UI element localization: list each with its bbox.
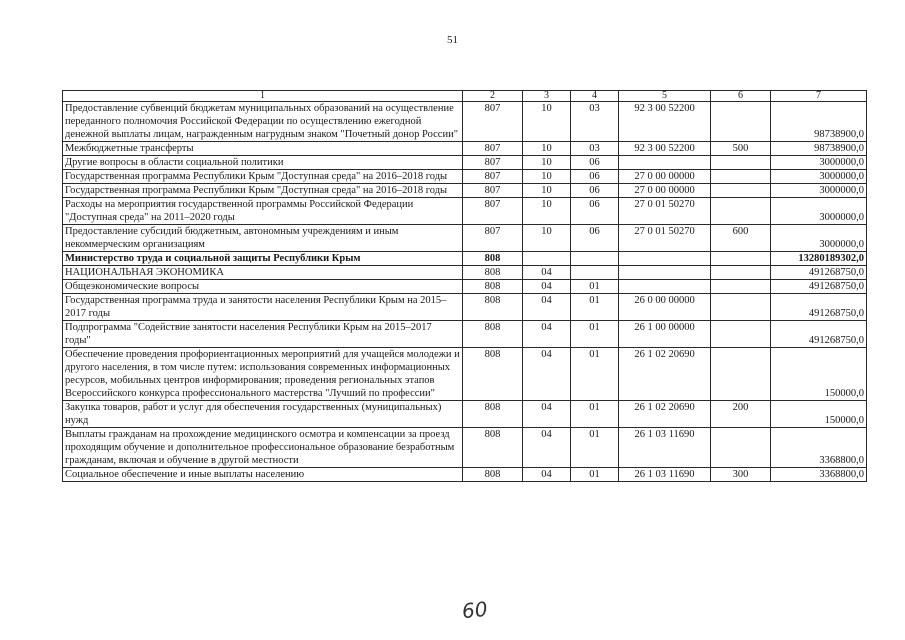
column-header: 3 [523,91,571,102]
section-cell: 04 [523,468,571,482]
subsection-cell: 06 [571,170,619,184]
table-row [63,198,867,225]
subsection-cell: 01 [571,280,619,294]
table-row [63,156,867,170]
section-cell: 04 [523,294,571,321]
amount-cell: 3000000,0 [771,225,867,252]
table-row [63,252,867,266]
table-row [63,266,867,280]
table-row [63,428,867,468]
amount-cell: 491268750,0 [771,266,867,280]
code-cell: 807 [463,170,523,184]
table-body [63,102,867,482]
amount-cell: 98738900,0 [771,142,867,156]
expense-type-cell [711,321,771,348]
code-cell: 808 [463,252,523,266]
table-row [63,321,867,348]
subsection-cell: 01 [571,321,619,348]
subsection-cell: 03 [571,102,619,142]
subsection-cell: 01 [571,348,619,401]
amount-cell: 3368800,0 [771,428,867,468]
table-row [63,102,867,142]
target-article-cell: 27 0 00 00000 [619,170,711,184]
amount-cell: 98738900,0 [771,102,867,142]
subsection-cell [571,266,619,280]
table-row [63,184,867,198]
header-row [63,91,867,102]
section-cell: 10 [523,102,571,142]
section-cell: 04 [523,321,571,348]
target-article-cell [619,266,711,280]
row-name-cell: Выплаты гражданам на прохождение медицинского осмотра и компенсации за проезд проходящим обучение и дополнительное профессиональное образование безработным гражданам, включая и обучение в другой местности [63,428,463,468]
code-cell: 807 [463,184,523,198]
target-article-cell [619,252,711,266]
table-row [63,280,867,294]
code-cell: 807 [463,142,523,156]
subsection-cell [571,252,619,266]
column-header: 7 [771,91,867,102]
section-cell: 04 [523,266,571,280]
column-header: 2 [463,91,523,102]
column-header: 4 [571,91,619,102]
expense-type-cell [711,184,771,198]
subsection-cell: 01 [571,294,619,321]
section-cell: 10 [523,142,571,156]
target-article-cell: 27 0 01 50270 [619,198,711,225]
section-cell: 10 [523,170,571,184]
section-cell: 10 [523,225,571,252]
column-header: 6 [711,91,771,102]
expense-type-cell [711,266,771,280]
expense-type-cell: 300 [711,468,771,482]
expense-type-cell [711,198,771,225]
table-header [63,91,867,102]
code-cell: 807 [463,225,523,252]
target-article-cell: 26 1 02 20690 [619,401,711,428]
target-article-cell: 26 1 03 11690 [619,468,711,482]
target-article-cell: 27 0 00 00000 [619,184,711,198]
expense-type-cell [711,156,771,170]
code-cell: 807 [463,156,523,170]
row-name-cell: Предоставление субсидий бюджетным, автономным учреждениям и иным некоммерческим организациям [63,225,463,252]
target-article-cell: 27 0 01 50270 [619,225,711,252]
row-name-cell: Обеспечение проведения профориентационных мероприятий для учащейся молодежи и другого населения, в том числе путем: использования современных информационных ресурсов, мобильных центров информирования; проведения региональных этапов Всероссийского конкурса профессионального мастерства "Лучший по профессии" [63,348,463,401]
row-name-cell: НАЦИОНАЛЬНАЯ ЭКОНОМИКА [63,266,463,280]
table-row [63,225,867,252]
table-row [63,170,867,184]
code-cell: 808 [463,401,523,428]
amount-cell: 150000,0 [771,348,867,401]
expense-type-cell: 200 [711,401,771,428]
column-header: 1 [63,91,463,102]
row-name-cell: Подпрограмма "Содействие занятости населения Республики Крым на 2015–2017 годы" [63,321,463,348]
subsection-cell: 03 [571,142,619,156]
row-name-cell: Министерство труда и социальной защиты Республики Крым [63,252,463,266]
target-article-cell: 26 1 02 20690 [619,348,711,401]
amount-cell: 3000000,0 [771,170,867,184]
row-name-cell: Общеэкономические вопросы [63,280,463,294]
code-cell: 808 [463,294,523,321]
table-row [63,468,867,482]
code-cell: 808 [463,280,523,294]
section-cell: 10 [523,198,571,225]
row-name-cell: Предоставление субвенций бюджетам муниципальных образований на осуществление переданного полномочия Российской Федерации по осуществлению ежегодной денежной выплаты лицам, награжденным нагрудным знаком "Почетный донор России" [63,102,463,142]
expense-type-cell [711,280,771,294]
code-cell: 808 [463,266,523,280]
section-cell [523,252,571,266]
row-name-cell: Другие вопросы в области социальной политики [63,156,463,170]
code-cell: 808 [463,321,523,348]
subsection-cell: 06 [571,184,619,198]
table-row [63,142,867,156]
section-cell: 04 [523,428,571,468]
section-cell: 10 [523,156,571,170]
subsection-cell: 06 [571,225,619,252]
amount-cell: 491268750,0 [771,280,867,294]
table-row [63,401,867,428]
expense-type-cell: 600 [711,225,771,252]
code-cell: 807 [463,102,523,142]
expense-type-cell [711,170,771,184]
expense-type-cell [711,102,771,142]
page-number: 51 [447,34,458,46]
subsection-cell: 01 [571,428,619,468]
amount-cell: 3368800,0 [771,468,867,482]
target-article-cell: 92 3 00 52200 [619,142,711,156]
row-name-cell: Государственная программа Республики Крым "Доступная среда" на 2016–2018 годы [63,170,463,184]
subsection-cell: 01 [571,468,619,482]
expense-type-cell: 500 [711,142,771,156]
section-cell: 10 [523,184,571,198]
amount-cell: 491268750,0 [771,321,867,348]
code-cell: 807 [463,198,523,225]
amount-cell: 491268750,0 [771,294,867,321]
target-article-cell: 26 1 00 00000 [619,321,711,348]
target-article-cell: 26 1 03 11690 [619,428,711,468]
expense-type-cell [711,252,771,266]
section-cell: 04 [523,348,571,401]
expense-type-cell [711,428,771,468]
expense-type-cell [711,294,771,321]
target-article-cell: 92 3 00 52200 [619,102,711,142]
row-name-cell: Закупка товаров, работ и услуг для обеспечения государственных (муниципальных) нужд [63,401,463,428]
code-cell: 808 [463,428,523,468]
subsection-cell: 06 [571,198,619,225]
code-cell: 808 [463,468,523,482]
code-cell: 808 [463,348,523,401]
column-header: 5 [619,91,711,102]
expense-type-cell [711,348,771,401]
section-cell: 04 [523,401,571,428]
row-name-cell: Социальное обеспечение и иные выплаты населению [63,468,463,482]
row-name-cell: Межбюджетные трансферты [63,142,463,156]
table-row [63,348,867,401]
row-name-cell: Государственная программа Республики Крым "Доступная среда" на 2016–2018 годы [63,184,463,198]
row-name-cell: Государственная программа труда и занятости населения Республики Крым на 2015–2017 годы [63,294,463,321]
target-article-cell [619,156,711,170]
amount-cell: 150000,0 [771,401,867,428]
section-cell: 04 [523,280,571,294]
amount-cell: 3000000,0 [771,156,867,170]
subsection-cell: 01 [571,401,619,428]
budget-table [62,90,867,482]
amount-cell: 3000000,0 [771,198,867,225]
target-article-cell: 26 0 00 00000 [619,294,711,321]
target-article-cell [619,280,711,294]
table-row [63,294,867,321]
handwritten-page-mark: 60 [460,596,489,624]
row-name-cell: Расходы на мероприятия государственной программы Российской Федерации "Доступная среда" на 2011–2020 годы [63,198,463,225]
subsection-cell: 06 [571,156,619,170]
amount-cell: 3000000,0 [771,184,867,198]
amount-cell: 13280189302,0 [771,252,867,266]
